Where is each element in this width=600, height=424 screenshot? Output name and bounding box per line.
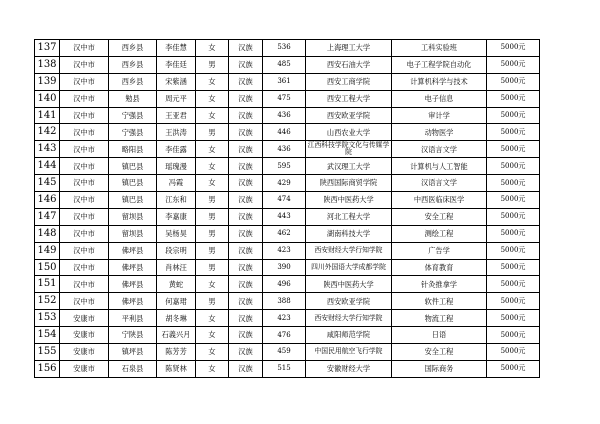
amount-cell: 5000元 bbox=[487, 208, 540, 225]
row-index-cell: 142 bbox=[35, 124, 60, 141]
score-cell: 423 bbox=[263, 242, 306, 259]
city-cell: 汉中市 bbox=[60, 90, 109, 107]
city-cell: 安康市 bbox=[60, 344, 109, 361]
table-row bbox=[35, 327, 540, 344]
score-cell: 436 bbox=[263, 141, 306, 158]
row-index-cell: 143 bbox=[35, 141, 60, 158]
major-cell: 安全工程 bbox=[392, 208, 487, 225]
major-cell: 汉语言文学 bbox=[392, 175, 487, 192]
ethnicity-cell: 汉族 bbox=[229, 259, 263, 276]
county-cell: 宁陕县 bbox=[109, 327, 157, 344]
score-cell: 462 bbox=[263, 225, 306, 242]
row-index-cell: 154 bbox=[35, 327, 60, 344]
student-name-cell: 王亚君 bbox=[157, 107, 196, 124]
city-cell: 汉中市 bbox=[60, 56, 109, 73]
county-cell: 石泉县 bbox=[109, 360, 157, 377]
ethnicity-cell: 汉族 bbox=[229, 107, 263, 124]
gender-cell: 女 bbox=[196, 327, 229, 344]
table-row bbox=[35, 293, 540, 310]
university-cell: 河北工程大学 bbox=[306, 208, 392, 225]
gender-cell: 男 bbox=[196, 259, 229, 276]
row-index-cell: 149 bbox=[35, 242, 60, 259]
university-cell: 咸阳师范学院 bbox=[306, 327, 392, 344]
amount-cell: 5000元 bbox=[487, 141, 540, 158]
amount-cell: 5000元 bbox=[487, 107, 540, 124]
county-cell: 宁强县 bbox=[109, 107, 157, 124]
city-cell: 汉中市 bbox=[60, 225, 109, 242]
gender-cell: 女 bbox=[196, 107, 229, 124]
row-index-cell: 156 bbox=[35, 360, 60, 377]
gender-cell: 女 bbox=[196, 276, 229, 293]
university-cell: 西安工程大学 bbox=[306, 90, 392, 107]
ethnicity-cell: 汉族 bbox=[229, 73, 263, 90]
row-index-cell: 152 bbox=[35, 293, 60, 310]
university-cell: 西安石油大学 bbox=[306, 56, 392, 73]
university-cell bbox=[306, 141, 392, 158]
amount-cell: 5000元 bbox=[487, 56, 540, 73]
county-cell: 勉县 bbox=[109, 90, 157, 107]
table-row bbox=[35, 344, 540, 361]
table-row bbox=[35, 141, 540, 158]
score-cell: 536 bbox=[263, 40, 306, 57]
amount-cell: 5000元 bbox=[487, 276, 540, 293]
ethnicity-cell: 汉族 bbox=[229, 56, 263, 73]
student-name-cell: 冯霞 bbox=[157, 175, 196, 192]
row-index-cell: 145 bbox=[35, 175, 60, 192]
county-cell: 留坝县 bbox=[109, 225, 157, 242]
university-cell: 陕西国际商贸学院 bbox=[306, 175, 392, 192]
major-cell: 物流工程 bbox=[392, 310, 487, 327]
university-text: 西安财经大学行知学院 bbox=[314, 313, 383, 322]
city-cell: 汉中市 bbox=[60, 73, 109, 90]
row-index-cell: 141 bbox=[35, 107, 60, 124]
major-cell: 体育教育 bbox=[392, 259, 487, 276]
score-cell: 515 bbox=[263, 360, 306, 377]
university-cell bbox=[306, 344, 392, 361]
university-cell: 武汉理工大学 bbox=[306, 158, 392, 175]
university-cell bbox=[306, 310, 392, 327]
major-cell: 动物医学 bbox=[392, 124, 487, 141]
ethnicity-cell: 汉族 bbox=[229, 40, 263, 57]
gender-cell: 男 bbox=[196, 56, 229, 73]
gender-cell: 男 bbox=[196, 225, 229, 242]
row-index-cell: 147 bbox=[35, 208, 60, 225]
row-index-cell: 144 bbox=[35, 158, 60, 175]
ethnicity-cell: 汉族 bbox=[229, 360, 263, 377]
table-row bbox=[35, 276, 540, 293]
amount-cell: 5000元 bbox=[487, 124, 540, 141]
gender-cell: 男 bbox=[196, 242, 229, 259]
student-name-cell: 肖林汪 bbox=[157, 259, 196, 276]
student-name-cell: 段宗明 bbox=[157, 242, 196, 259]
city-cell: 汉中市 bbox=[60, 158, 109, 175]
major-cell: 电子信息 bbox=[392, 90, 487, 107]
university-text: 四川外国语大学成都学院 bbox=[311, 262, 386, 271]
county-cell: 留坝县 bbox=[109, 208, 157, 225]
ethnicity-cell: 汉族 bbox=[229, 225, 263, 242]
student-name-cell: 陈芳芳 bbox=[157, 344, 196, 361]
table-row bbox=[35, 158, 540, 175]
row-index-cell: 140 bbox=[35, 90, 60, 107]
county-cell: 镇巴县 bbox=[109, 175, 157, 192]
ethnicity-cell: 汉族 bbox=[229, 344, 263, 361]
city-cell: 汉中市 bbox=[60, 124, 109, 141]
score-cell: 474 bbox=[263, 192, 306, 209]
score-cell: 443 bbox=[263, 208, 306, 225]
row-index-cell: 150 bbox=[35, 259, 60, 276]
major-cell: 工科实验班 bbox=[392, 40, 487, 57]
city-cell: 汉中市 bbox=[60, 293, 109, 310]
row-index-cell: 155 bbox=[35, 344, 60, 361]
score-cell: 475 bbox=[263, 90, 306, 107]
major-cell: 国际商务 bbox=[392, 360, 487, 377]
score-cell: 423 bbox=[263, 310, 306, 327]
city-cell: 汉中市 bbox=[60, 208, 109, 225]
county-cell: 镇巴县 bbox=[109, 158, 157, 175]
city-cell: 汉中市 bbox=[60, 40, 109, 57]
table-row bbox=[35, 107, 540, 124]
student-name-cell: 李佳慧 bbox=[157, 40, 196, 57]
row-index-cell: 153 bbox=[35, 310, 60, 327]
amount-cell: 5000元 bbox=[487, 344, 540, 361]
student-name-cell: 李佳廷 bbox=[157, 56, 196, 73]
gender-cell: 女 bbox=[196, 90, 229, 107]
university-cell: 上海理工大学 bbox=[306, 40, 392, 57]
city-cell: 汉中市 bbox=[60, 107, 109, 124]
county-cell: 西乡县 bbox=[109, 56, 157, 73]
ethnicity-cell: 汉族 bbox=[229, 208, 263, 225]
county-cell: 平利县 bbox=[109, 310, 157, 327]
table-row bbox=[35, 73, 540, 90]
amount-cell: 5000元 bbox=[487, 242, 540, 259]
table-row bbox=[35, 124, 540, 141]
university-cell bbox=[306, 259, 392, 276]
city-cell: 汉中市 bbox=[60, 242, 109, 259]
major-cell: 广告学 bbox=[392, 242, 487, 259]
county-cell: 佛坪县 bbox=[109, 259, 157, 276]
ethnicity-cell: 汉族 bbox=[229, 310, 263, 327]
amount-cell: 5000元 bbox=[487, 327, 540, 344]
score-cell: 388 bbox=[263, 293, 306, 310]
university-cell: 陕西中医药大学 bbox=[306, 276, 392, 293]
university-text: 西安财经大学行知学院 bbox=[314, 246, 383, 255]
student-name-cell: 宋紫涵 bbox=[157, 73, 196, 90]
gender-cell: 男 bbox=[196, 192, 229, 209]
major-cell: 计算机科学与技术 bbox=[392, 73, 487, 90]
student-name-cell: 江东和 bbox=[157, 192, 196, 209]
score-cell: 436 bbox=[263, 107, 306, 124]
student-name-cell: 瑶瑰漫 bbox=[157, 158, 196, 175]
gender-cell: 女 bbox=[196, 344, 229, 361]
table-row bbox=[35, 360, 540, 377]
ethnicity-cell: 汉族 bbox=[229, 124, 263, 141]
student-name-cell: 陈贤林 bbox=[157, 360, 196, 377]
ethnicity-cell: 汉族 bbox=[229, 276, 263, 293]
score-cell: 429 bbox=[263, 175, 306, 192]
row-index-cell: 137 bbox=[35, 40, 60, 57]
amount-cell: 5000元 bbox=[487, 192, 540, 209]
city-cell: 安康市 bbox=[60, 310, 109, 327]
major-cell: 计算机与人工智能 bbox=[392, 158, 487, 175]
university-cell: 山西农业大学 bbox=[306, 124, 392, 141]
university-text: 江西科技学院文化与传媒学院 bbox=[307, 141, 390, 157]
amount-cell: 5000元 bbox=[487, 310, 540, 327]
score-cell: 476 bbox=[263, 327, 306, 344]
major-cell: 安全工程 bbox=[392, 344, 487, 361]
ethnicity-cell: 汉族 bbox=[229, 293, 263, 310]
table-row bbox=[35, 310, 540, 327]
amount-cell: 5000元 bbox=[487, 259, 540, 276]
university-cell bbox=[306, 242, 392, 259]
score-cell: 496 bbox=[263, 276, 306, 293]
county-cell: 西乡县 bbox=[109, 73, 157, 90]
county-cell: 略阳县 bbox=[109, 141, 157, 158]
city-cell: 汉中市 bbox=[60, 276, 109, 293]
student-name-cell: 李佳露 bbox=[157, 141, 196, 158]
table-row bbox=[35, 175, 540, 192]
student-table bbox=[34, 39, 540, 378]
university-cell: 西安欧亚学院 bbox=[306, 293, 392, 310]
city-cell: 汉中市 bbox=[60, 192, 109, 209]
amount-cell: 5000元 bbox=[487, 360, 540, 377]
ethnicity-cell: 汉族 bbox=[229, 158, 263, 175]
gender-cell: 男 bbox=[196, 293, 229, 310]
gender-cell: 女 bbox=[196, 141, 229, 158]
county-cell: 佛坪县 bbox=[109, 242, 157, 259]
student-name-cell: 何嘉珺 bbox=[157, 293, 196, 310]
row-index-cell: 138 bbox=[35, 56, 60, 73]
gender-cell: 男 bbox=[196, 208, 229, 225]
amount-cell: 5000元 bbox=[487, 73, 540, 90]
gender-cell: 男 bbox=[196, 124, 229, 141]
row-index-cell: 146 bbox=[35, 192, 60, 209]
ethnicity-cell: 汉族 bbox=[229, 327, 263, 344]
county-cell: 佛坪县 bbox=[109, 293, 157, 310]
table-row bbox=[35, 259, 540, 276]
major-cell: 日语 bbox=[392, 327, 487, 344]
major-cell: 针灸推拿学 bbox=[392, 276, 487, 293]
university-cell: 陕西中医药大学 bbox=[306, 192, 392, 209]
ethnicity-cell: 汉族 bbox=[229, 90, 263, 107]
university-cell: 湖南科技大学 bbox=[306, 225, 392, 242]
table-row bbox=[35, 225, 540, 242]
city-cell: 汉中市 bbox=[60, 141, 109, 158]
gender-cell: 女 bbox=[196, 40, 229, 57]
amount-cell: 5000元 bbox=[487, 225, 540, 242]
row-index-cell: 151 bbox=[35, 276, 60, 293]
major-cell: 中西医临床医学 bbox=[392, 192, 487, 209]
ethnicity-cell: 汉族 bbox=[229, 242, 263, 259]
ethnicity-cell: 汉族 bbox=[229, 141, 263, 158]
score-cell: 390 bbox=[263, 259, 306, 276]
score-cell: 361 bbox=[263, 73, 306, 90]
gender-cell: 女 bbox=[196, 310, 229, 327]
county-cell: 宁强县 bbox=[109, 124, 157, 141]
amount-cell: 5000元 bbox=[487, 158, 540, 175]
table-row bbox=[35, 90, 540, 107]
gender-cell: 女 bbox=[196, 360, 229, 377]
university-cell: 西安欧亚学院 bbox=[306, 107, 392, 124]
row-index-cell: 148 bbox=[35, 225, 60, 242]
university-cell: 西安工商学院 bbox=[306, 73, 392, 90]
student-name-cell: 黄蛇 bbox=[157, 276, 196, 293]
amount-cell: 5000元 bbox=[487, 293, 540, 310]
score-cell: 459 bbox=[263, 344, 306, 361]
score-cell: 595 bbox=[263, 158, 306, 175]
major-cell: 测绘工程 bbox=[392, 225, 487, 242]
major-cell: 软件工程 bbox=[392, 293, 487, 310]
city-cell: 安康市 bbox=[60, 327, 109, 344]
major-cell: 审计学 bbox=[392, 107, 487, 124]
city-cell: 汉中市 bbox=[60, 175, 109, 192]
table-row bbox=[35, 192, 540, 209]
student-name-cell: 石義兴月 bbox=[157, 327, 196, 344]
gender-cell: 女 bbox=[196, 175, 229, 192]
table-row bbox=[35, 208, 540, 225]
ethnicity-cell: 汉族 bbox=[229, 192, 263, 209]
county-cell: 佛坪县 bbox=[109, 276, 157, 293]
city-cell: 汉中市 bbox=[60, 259, 109, 276]
university-text: 中国民用航空飞行学院 bbox=[314, 347, 383, 356]
amount-cell: 5000元 bbox=[487, 40, 540, 57]
table-row bbox=[35, 40, 540, 57]
student-name-cell: 王洪涛 bbox=[157, 124, 196, 141]
county-cell: 西乡县 bbox=[109, 40, 157, 57]
major-cell: 电子工程学院自动化 bbox=[392, 56, 487, 73]
amount-cell: 5000元 bbox=[487, 90, 540, 107]
amount-cell: 5000元 bbox=[487, 175, 540, 192]
county-cell: 镇巴县 bbox=[109, 192, 157, 209]
table-row bbox=[35, 56, 540, 73]
city-cell: 安康市 bbox=[60, 360, 109, 377]
gender-cell: 女 bbox=[196, 73, 229, 90]
table-row bbox=[35, 242, 540, 259]
county-cell: 镇坪县 bbox=[109, 344, 157, 361]
student-name-cell: 李嘉康 bbox=[157, 208, 196, 225]
student-name-cell: 吴杨昊 bbox=[157, 225, 196, 242]
ethnicity-cell: 汉族 bbox=[229, 175, 263, 192]
student-name-cell: 胡冬琳 bbox=[157, 310, 196, 327]
score-cell: 446 bbox=[263, 124, 306, 141]
gender-cell: 女 bbox=[196, 158, 229, 175]
student-name-cell: 周元平 bbox=[157, 90, 196, 107]
university-cell: 安徽财经大学 bbox=[306, 360, 392, 377]
score-cell: 485 bbox=[263, 56, 306, 73]
major-cell: 汉语言文学 bbox=[392, 141, 487, 158]
row-index-cell: 139 bbox=[35, 73, 60, 90]
